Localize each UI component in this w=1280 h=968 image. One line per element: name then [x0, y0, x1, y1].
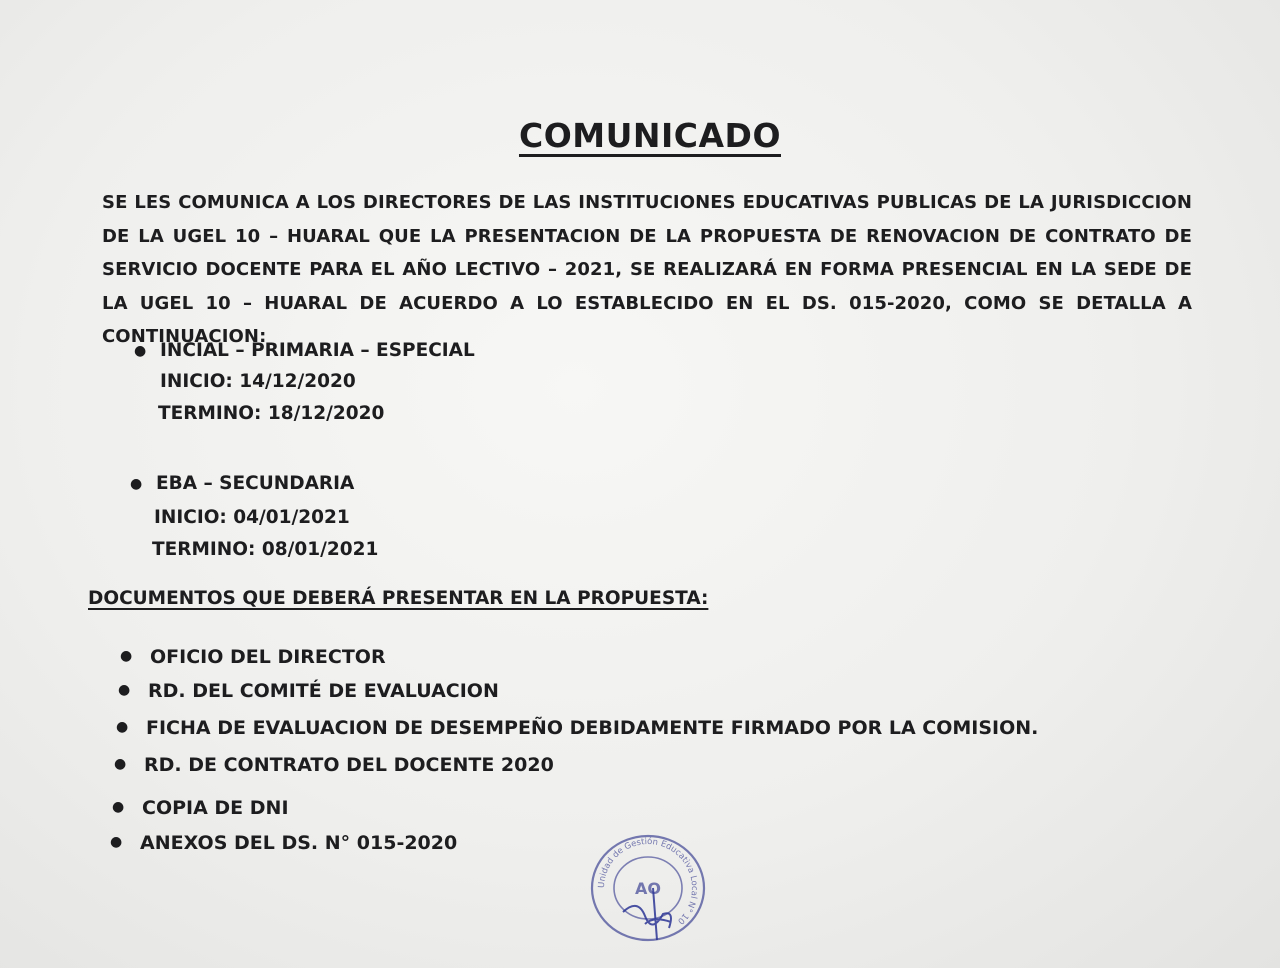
document-item [120, 646, 386, 668]
document-item-label: FICHA DE EVALUACION DE DESEMPEÑO DEBIDAMENTE FIRMADO POR LA COMISION. [146, 717, 1039, 739]
stamp-ring-path: Unidad de Gestión Educativa Local N° 10 [596, 836, 700, 926]
document-item [112, 797, 289, 819]
bullet-icon: ● [130, 476, 143, 492]
schedule-group-2 [130, 469, 355, 499]
document-item-label: COPIA DE DNI [142, 797, 289, 819]
document-item-label: OFICIO DEL DIRECTOR [150, 646, 386, 668]
document-item-label: ANEXOS DEL DS. N° 015-2020 [140, 832, 458, 854]
document-item-label: RD. DEL COMITÉ DE EVALUACION [148, 680, 499, 702]
document-item [118, 680, 499, 702]
schedule-group-2-end: TERMINO: 08/01/2021 [152, 539, 379, 560]
document-title: COMUNICADO [518, 116, 781, 155]
bullet-icon: ● [114, 756, 127, 772]
bullet-icon: ● [120, 648, 133, 664]
bullet-icon: ● [118, 682, 131, 698]
official-stamp [583, 828, 713, 952]
bullet-icon: ● [112, 799, 125, 815]
schedule-group-2-label: EBA – SECUNDARIA [156, 473, 355, 494]
bullet-icon: ● [110, 834, 123, 850]
documents-heading: DOCUMENTOS QUE DEBERÁ PRESENTAR EN LA PROPUESTA: [88, 588, 709, 609]
schedule-group-1 [134, 336, 475, 366]
schedule-group-1-start: INICIO: 14/12/2020 [160, 371, 356, 392]
intro-paragraph: SE LES COMUNICA A LOS DIRECTORES DE LAS INSTITUCIONES EDUCATIVAS PUBLICAS DE LA JURISDICCION DE LA UGEL 10 – HUARAL QUE LA PRESENTACION DE LA PROPUESTA DE RENOVACION DE CONTRATO DE SERVICIO DOCENTE PARA EL AÑO LECTIVO – 2021, SE REALIZARÁ EN FORMA PRESENCIAL EN LA SEDE DE LA UGEL 10 – HUARAL DE ACUERDO A LO ESTABLECIDO EN EL DS. 015-2020, COMO SE DETALLA A CONTINUACION: [102, 192, 1192, 347]
schedule-group-2-start: INICIO: 04/01/2021 [154, 507, 350, 528]
document-item [116, 717, 1039, 739]
bullet-icon: ● [116, 719, 129, 735]
document-item-label: RD. DE CONTRATO DEL DOCENTE 2020 [144, 754, 554, 776]
bullet-icon: ● [134, 343, 147, 359]
document-item [114, 754, 554, 776]
schedule-group-1-end: TERMINO: 18/12/2020 [158, 403, 385, 424]
document-item [110, 832, 458, 854]
stamp-center-mark: AO [635, 879, 661, 898]
schedule-group-1-label: INCIAL – PRIMARIA – ESPECIAL [160, 340, 475, 361]
seal-icon [583, 828, 713, 948]
